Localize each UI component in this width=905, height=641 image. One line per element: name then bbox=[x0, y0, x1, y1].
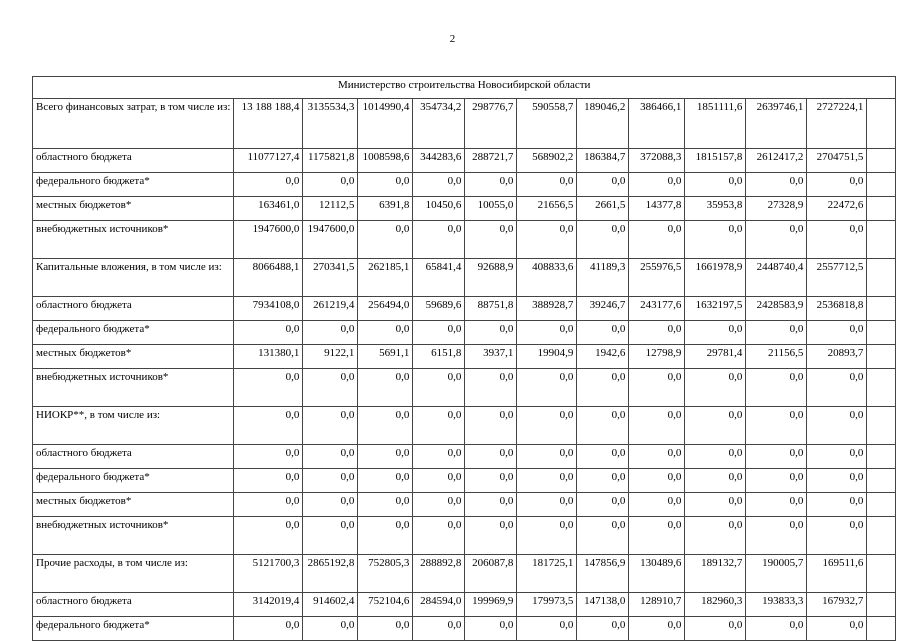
value-cell: 298776,7 bbox=[465, 99, 517, 149]
value-cell: 0,0 bbox=[234, 517, 303, 555]
value-cell: 0,0 bbox=[746, 469, 807, 493]
value-cell: 0,0 bbox=[807, 517, 867, 555]
empty-cell bbox=[867, 345, 896, 369]
empty-cell bbox=[867, 321, 896, 345]
value-cell: 21656,5 bbox=[517, 197, 577, 221]
empty-cell bbox=[867, 469, 896, 493]
value-cell: 29781,4 bbox=[685, 345, 746, 369]
empty-cell bbox=[867, 221, 896, 259]
value-cell: 0,0 bbox=[517, 173, 577, 197]
value-cell: 3135534,3 bbox=[303, 99, 358, 149]
value-cell: 0,0 bbox=[629, 221, 685, 259]
value-cell: 2536818,8 bbox=[807, 297, 867, 321]
value-cell: 2865192,8 bbox=[303, 555, 358, 593]
table-row bbox=[33, 369, 896, 407]
value-cell: 5691,1 bbox=[358, 345, 413, 369]
row-label: областного бюджета bbox=[33, 297, 234, 321]
ministry-row bbox=[33, 77, 896, 99]
value-cell: 344283,6 bbox=[413, 149, 465, 173]
value-cell: 2448740,4 bbox=[746, 259, 807, 297]
value-cell: 0,0 bbox=[517, 517, 577, 555]
value-cell: 35953,8 bbox=[685, 197, 746, 221]
value-cell: 1815157,8 bbox=[685, 149, 746, 173]
value-cell: 243177,6 bbox=[629, 297, 685, 321]
value-cell: 0,0 bbox=[746, 517, 807, 555]
row-label: местных бюджетов* bbox=[33, 345, 234, 369]
value-cell: 0,0 bbox=[465, 321, 517, 345]
value-cell: 193833,3 bbox=[746, 593, 807, 617]
value-cell: 270341,5 bbox=[303, 259, 358, 297]
value-cell: 181725,1 bbox=[517, 555, 577, 593]
value-cell: 19904,9 bbox=[517, 345, 577, 369]
value-cell: 147138,0 bbox=[577, 593, 629, 617]
value-cell: 2661,5 bbox=[577, 197, 629, 221]
value-cell: 0,0 bbox=[629, 445, 685, 469]
value-cell: 0,0 bbox=[746, 407, 807, 445]
value-cell: 0,0 bbox=[577, 493, 629, 517]
value-cell: 92688,9 bbox=[465, 259, 517, 297]
value-cell: 0,0 bbox=[577, 321, 629, 345]
value-cell: 0,0 bbox=[465, 517, 517, 555]
value-cell: 11077127,4 bbox=[234, 149, 303, 173]
empty-cell bbox=[867, 173, 896, 197]
value-cell: 21156,5 bbox=[746, 345, 807, 369]
value-cell: 0,0 bbox=[746, 321, 807, 345]
value-cell: 0,0 bbox=[685, 445, 746, 469]
value-cell: 6391,8 bbox=[358, 197, 413, 221]
value-cell: 408833,6 bbox=[517, 259, 577, 297]
value-cell: 0,0 bbox=[517, 321, 577, 345]
empty-cell bbox=[867, 517, 896, 555]
table-row bbox=[33, 221, 896, 259]
value-cell: 0,0 bbox=[517, 493, 577, 517]
value-cell: 372088,3 bbox=[629, 149, 685, 173]
value-cell: 0,0 bbox=[413, 173, 465, 197]
empty-cell bbox=[867, 555, 896, 593]
value-cell: 0,0 bbox=[517, 369, 577, 407]
value-cell: 0,0 bbox=[413, 321, 465, 345]
value-cell: 88751,8 bbox=[465, 297, 517, 321]
value-cell: 0,0 bbox=[358, 407, 413, 445]
value-cell: 0,0 bbox=[234, 173, 303, 197]
value-cell: 388928,7 bbox=[517, 297, 577, 321]
value-cell: 39246,7 bbox=[577, 297, 629, 321]
value-cell: 255976,5 bbox=[629, 259, 685, 297]
row-label: областного бюджета bbox=[33, 593, 234, 617]
value-cell: 354734,2 bbox=[413, 99, 465, 149]
empty-cell bbox=[867, 149, 896, 173]
value-cell: 0,0 bbox=[234, 493, 303, 517]
row-label: Капитальные вложения, в том числе из: bbox=[33, 259, 234, 297]
value-cell: 0,0 bbox=[303, 469, 358, 493]
value-cell: 0,0 bbox=[517, 407, 577, 445]
value-cell: 0,0 bbox=[358, 369, 413, 407]
value-cell: 0,0 bbox=[358, 173, 413, 197]
table-row bbox=[33, 593, 896, 617]
value-cell: 9122,1 bbox=[303, 345, 358, 369]
value-cell: 0,0 bbox=[413, 617, 465, 641]
table-row bbox=[33, 445, 896, 469]
value-cell: 41189,3 bbox=[577, 259, 629, 297]
value-cell: 0,0 bbox=[465, 221, 517, 259]
row-label: областного бюджета bbox=[33, 445, 234, 469]
row-label: областного бюджета bbox=[33, 149, 234, 173]
value-cell: 0,0 bbox=[746, 617, 807, 641]
row-label: федерального бюджета* bbox=[33, 321, 234, 345]
value-cell: 0,0 bbox=[685, 407, 746, 445]
value-cell: 130489,6 bbox=[629, 555, 685, 593]
value-cell: 13 188 188,4 bbox=[234, 99, 303, 149]
empty-cell bbox=[867, 407, 896, 445]
value-cell: 0,0 bbox=[629, 517, 685, 555]
value-cell: 0,0 bbox=[358, 517, 413, 555]
value-cell: 0,0 bbox=[303, 321, 358, 345]
value-cell: 27328,9 bbox=[746, 197, 807, 221]
value-cell: 0,0 bbox=[629, 617, 685, 641]
value-cell: 0,0 bbox=[807, 617, 867, 641]
value-cell: 0,0 bbox=[746, 369, 807, 407]
value-cell: 1947600,0 bbox=[303, 221, 358, 259]
value-cell: 0,0 bbox=[629, 369, 685, 407]
value-cell: 0,0 bbox=[303, 369, 358, 407]
value-cell: 0,0 bbox=[358, 493, 413, 517]
value-cell: 2557712,5 bbox=[807, 259, 867, 297]
value-cell: 0,0 bbox=[807, 407, 867, 445]
value-cell: 0,0 bbox=[577, 517, 629, 555]
value-cell: 0,0 bbox=[746, 221, 807, 259]
value-cell: 206087,8 bbox=[465, 555, 517, 593]
row-label: Прочие расходы, в том числе из: bbox=[33, 555, 234, 593]
value-cell: 914602,4 bbox=[303, 593, 358, 617]
row-label: внебюджетных источников* bbox=[33, 369, 234, 407]
value-cell: 288721,7 bbox=[465, 149, 517, 173]
value-cell: 0,0 bbox=[413, 407, 465, 445]
value-cell: 2704751,5 bbox=[807, 149, 867, 173]
value-cell: 0,0 bbox=[358, 617, 413, 641]
value-cell: 1851111,6 bbox=[685, 99, 746, 149]
value-cell: 186384,7 bbox=[577, 149, 629, 173]
table-row bbox=[33, 407, 896, 445]
value-cell: 0,0 bbox=[413, 221, 465, 259]
value-cell: 182960,3 bbox=[685, 593, 746, 617]
value-cell: 12798,9 bbox=[629, 345, 685, 369]
value-cell: 0,0 bbox=[465, 407, 517, 445]
value-cell: 1014990,4 bbox=[358, 99, 413, 149]
value-cell: 20893,7 bbox=[807, 345, 867, 369]
value-cell: 0,0 bbox=[413, 469, 465, 493]
value-cell: 0,0 bbox=[303, 445, 358, 469]
value-cell: 0,0 bbox=[629, 173, 685, 197]
value-cell: 189132,7 bbox=[685, 555, 746, 593]
value-cell: 2639746,1 bbox=[746, 99, 807, 149]
value-cell: 0,0 bbox=[517, 617, 577, 641]
value-cell: 0,0 bbox=[685, 173, 746, 197]
budget-table bbox=[32, 76, 896, 641]
value-cell: 1632197,5 bbox=[685, 297, 746, 321]
value-cell: 284594,0 bbox=[413, 593, 465, 617]
value-cell: 199969,9 bbox=[465, 593, 517, 617]
value-cell: 0,0 bbox=[685, 369, 746, 407]
row-label: федерального бюджета* bbox=[33, 617, 234, 641]
value-cell: 0,0 bbox=[577, 445, 629, 469]
value-cell: 0,0 bbox=[577, 617, 629, 641]
value-cell: 128910,7 bbox=[629, 593, 685, 617]
value-cell: 10450,6 bbox=[413, 197, 465, 221]
value-cell: 0,0 bbox=[465, 445, 517, 469]
row-label: внебюджетных источников* bbox=[33, 221, 234, 259]
value-cell: 0,0 bbox=[807, 493, 867, 517]
value-cell: 752805,3 bbox=[358, 555, 413, 593]
value-cell: 0,0 bbox=[746, 173, 807, 197]
value-cell: 10055,0 bbox=[465, 197, 517, 221]
value-cell: 0,0 bbox=[234, 469, 303, 493]
value-cell: 163461,0 bbox=[234, 197, 303, 221]
value-cell: 0,0 bbox=[629, 321, 685, 345]
value-cell: 0,0 bbox=[807, 445, 867, 469]
row-label: Всего финансовых затрат, в том числе из: bbox=[33, 99, 234, 149]
value-cell: 0,0 bbox=[234, 407, 303, 445]
value-cell: 0,0 bbox=[577, 407, 629, 445]
value-cell: 0,0 bbox=[629, 493, 685, 517]
value-cell: 0,0 bbox=[234, 445, 303, 469]
value-cell: 0,0 bbox=[577, 469, 629, 493]
value-cell: 0,0 bbox=[303, 173, 358, 197]
value-cell: 0,0 bbox=[303, 517, 358, 555]
empty-cell bbox=[867, 617, 896, 641]
value-cell: 8066488,1 bbox=[234, 259, 303, 297]
value-cell: 2727224,1 bbox=[807, 99, 867, 149]
row-label: местных бюджетов* bbox=[33, 493, 234, 517]
value-cell: 0,0 bbox=[517, 469, 577, 493]
value-cell: 22472,6 bbox=[807, 197, 867, 221]
value-cell: 752104,6 bbox=[358, 593, 413, 617]
value-cell: 0,0 bbox=[413, 369, 465, 407]
value-cell: 0,0 bbox=[517, 221, 577, 259]
value-cell: 12112,5 bbox=[303, 197, 358, 221]
value-cell: 0,0 bbox=[685, 221, 746, 259]
value-cell: 189046,2 bbox=[577, 99, 629, 149]
row-label: федерального бюджета* bbox=[33, 173, 234, 197]
value-cell: 0,0 bbox=[577, 173, 629, 197]
value-cell: 0,0 bbox=[577, 221, 629, 259]
value-cell: 0,0 bbox=[413, 445, 465, 469]
value-cell: 65841,4 bbox=[413, 259, 465, 297]
value-cell: 0,0 bbox=[465, 369, 517, 407]
value-cell: 14377,8 bbox=[629, 197, 685, 221]
value-cell: 1175821,8 bbox=[303, 149, 358, 173]
value-cell: 1947600,0 bbox=[234, 221, 303, 259]
value-cell: 261219,4 bbox=[303, 297, 358, 321]
value-cell: 6151,8 bbox=[413, 345, 465, 369]
value-cell: 0,0 bbox=[685, 617, 746, 641]
table-row bbox=[33, 517, 896, 555]
value-cell: 0,0 bbox=[807, 321, 867, 345]
value-cell: 0,0 bbox=[807, 221, 867, 259]
value-cell: 3142019,4 bbox=[234, 593, 303, 617]
empty-cell bbox=[867, 593, 896, 617]
ministry-title: Министерство строительства Новосибирской области bbox=[33, 77, 896, 99]
empty-cell bbox=[867, 369, 896, 407]
value-cell: 167932,7 bbox=[807, 593, 867, 617]
value-cell: 59689,6 bbox=[413, 297, 465, 321]
value-cell: 0,0 bbox=[358, 221, 413, 259]
row-label: местных бюджетов* bbox=[33, 197, 234, 221]
value-cell: 0,0 bbox=[413, 517, 465, 555]
table-row bbox=[33, 617, 896, 641]
value-cell: 3937,1 bbox=[465, 345, 517, 369]
value-cell: 0,0 bbox=[746, 493, 807, 517]
value-cell: 256494,0 bbox=[358, 297, 413, 321]
value-cell: 0,0 bbox=[465, 173, 517, 197]
value-cell: 169511,6 bbox=[807, 555, 867, 593]
value-cell: 179973,5 bbox=[517, 593, 577, 617]
row-label: НИОКР**, в том числе из: bbox=[33, 407, 234, 445]
value-cell: 0,0 bbox=[807, 369, 867, 407]
value-cell: 1942,6 bbox=[577, 345, 629, 369]
empty-cell bbox=[867, 493, 896, 517]
value-cell: 0,0 bbox=[358, 445, 413, 469]
value-cell: 0,0 bbox=[685, 469, 746, 493]
value-cell: 0,0 bbox=[465, 469, 517, 493]
value-cell: 262185,1 bbox=[358, 259, 413, 297]
value-cell: 2428583,9 bbox=[746, 297, 807, 321]
value-cell: 131380,1 bbox=[234, 345, 303, 369]
value-cell: 190005,7 bbox=[746, 555, 807, 593]
table-row bbox=[33, 149, 896, 173]
value-cell: 0,0 bbox=[465, 617, 517, 641]
value-cell: 147856,9 bbox=[577, 555, 629, 593]
table-row bbox=[33, 321, 896, 345]
table-row bbox=[33, 345, 896, 369]
value-cell: 0,0 bbox=[629, 469, 685, 493]
table-row bbox=[33, 555, 896, 593]
value-cell: 0,0 bbox=[685, 321, 746, 345]
value-cell: 0,0 bbox=[807, 173, 867, 197]
page-number: 2 bbox=[449, 33, 456, 45]
empty-cell bbox=[867, 197, 896, 221]
row-label: внебюджетных источников* bbox=[33, 517, 234, 555]
value-cell: 0,0 bbox=[413, 493, 465, 517]
empty-cell bbox=[867, 445, 896, 469]
value-cell: 1008598,6 bbox=[358, 149, 413, 173]
value-cell: 0,0 bbox=[746, 445, 807, 469]
empty-cell bbox=[867, 99, 896, 149]
value-cell: 0,0 bbox=[807, 469, 867, 493]
value-cell: 0,0 bbox=[685, 517, 746, 555]
value-cell: 0,0 bbox=[577, 369, 629, 407]
value-cell: 0,0 bbox=[303, 493, 358, 517]
value-cell: 0,0 bbox=[303, 617, 358, 641]
value-cell: 0,0 bbox=[629, 407, 685, 445]
empty-cell bbox=[867, 297, 896, 321]
row-label: федерального бюджета* bbox=[33, 469, 234, 493]
value-cell: 0,0 bbox=[358, 469, 413, 493]
table-row bbox=[33, 297, 896, 321]
value-cell: 0,0 bbox=[303, 407, 358, 445]
value-cell: 5121700,3 bbox=[234, 555, 303, 593]
value-cell: 0,0 bbox=[685, 493, 746, 517]
value-cell: 7934108,0 bbox=[234, 297, 303, 321]
value-cell: 590558,7 bbox=[517, 99, 577, 149]
value-cell: 0,0 bbox=[358, 321, 413, 345]
table-row bbox=[33, 259, 896, 297]
value-cell: 568902,2 bbox=[517, 149, 577, 173]
value-cell: 386466,1 bbox=[629, 99, 685, 149]
value-cell: 0,0 bbox=[517, 445, 577, 469]
value-cell: 0,0 bbox=[234, 617, 303, 641]
value-cell: 0,0 bbox=[234, 369, 303, 407]
value-cell: 0,0 bbox=[234, 321, 303, 345]
value-cell: 0,0 bbox=[465, 493, 517, 517]
empty-cell bbox=[867, 259, 896, 297]
table-row bbox=[33, 173, 896, 197]
table-row bbox=[33, 469, 896, 493]
table-row bbox=[33, 493, 896, 517]
value-cell: 288892,8 bbox=[413, 555, 465, 593]
table-row bbox=[33, 99, 896, 149]
table-row bbox=[33, 197, 896, 221]
value-cell: 1661978,9 bbox=[685, 259, 746, 297]
value-cell: 2612417,2 bbox=[746, 149, 807, 173]
